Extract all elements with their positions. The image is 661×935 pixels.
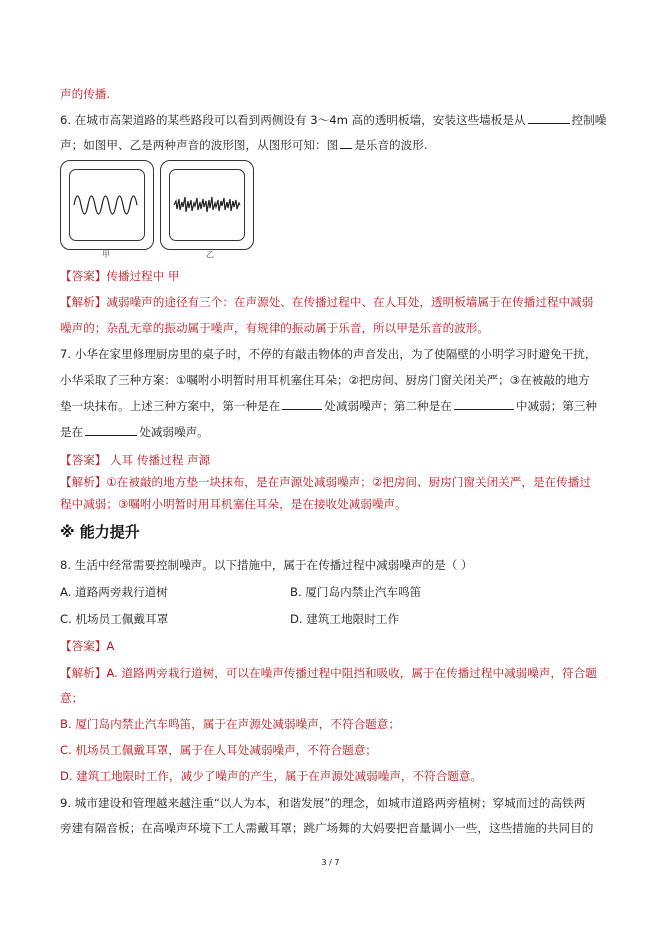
question-7-line-2: 小华采取了三种方案：①嘱咐小明暂时用耳机塞住耳朵；②把房间、厨房门窗关闭关严；③在被敲的地方 — [60, 373, 590, 387]
noise-waveform — [170, 170, 244, 240]
explanation-8-line-3: B. 厦门岛内禁止汽车鸣笛，属于在声源处减弱噪声，不符合题意； — [60, 717, 400, 731]
question-8: 8. 生活中经常需要控制噪声。以下措施中，属于在传播过程中减弱噪声的是（ ） — [60, 558, 473, 572]
oscilloscope-screen — [169, 169, 245, 241]
page-number: 3 / 7 — [321, 858, 340, 867]
answer-6: 【答案】传播过程中 甲 — [60, 269, 180, 283]
question-7-line-3: 垫一块抹布。上述三种方案中，第一种是在 处减弱噪声；第二种是在 中减弱；第三种 — [60, 399, 598, 413]
explanation-8-line-4: C. 机场员工佩戴耳罩，属于在人耳处减弱噪声，不符合题意； — [60, 743, 377, 757]
option-d: D. 建筑工地限时工作 — [290, 612, 400, 626]
answer-blank — [282, 398, 322, 410]
explanation-8-line-1: 【解析】A. 道路两旁栽行道树，可以在噪声传播过程中阻挡和吸收，属于在传播过程中减弱噪声，符合题 — [60, 666, 597, 680]
question-7-line-4: 是在 处减弱噪声。 — [60, 425, 209, 439]
question-6-line-2: 声；如图甲、乙是两种声音的波形图，从图形可知：图 是乐音的波形. — [60, 138, 428, 152]
figure-label-yi: 乙 — [206, 250, 214, 259]
explanation-7-line-2: 程中减弱；③嘱咐小明暂时用耳机塞住耳朵，是在接收处减弱噪声。 — [60, 497, 407, 511]
periodic-waveform — [70, 170, 144, 240]
option-c: C. 机场员工佩戴耳罩 — [60, 612, 169, 626]
section-heading: ※ 能力提升 — [60, 523, 140, 541]
option-a: A. 道路两旁栽行道树 — [60, 585, 168, 599]
option-b: B. 厦门岛内禁止汽车鸣笛 — [290, 585, 422, 599]
oscilloscope-yi — [160, 160, 254, 250]
figure-label-jia: 甲 — [102, 250, 110, 259]
answer-blank — [340, 137, 352, 149]
answer-7: 【答案】 人耳 传播过程 声源 — [60, 453, 211, 467]
question-9-line-2: 旁建有隔音板；在高噪声环境下工人需戴耳罩；跳广场舞的大妈要把音量调小一些，这些措施的共同目的 — [60, 821, 594, 835]
question-9-line-1: 9. 城市建设和管理越来越注重“以人为本，和谐发展”的理念，如城市道路两旁植树；穿城而过的高铁两 — [60, 796, 586, 810]
question-7-line-1: 7. 小华在家里修理厨房里的桌子时，不停的有敲击物体的声音发出，为了使隔壁的小明学习时避免干扰， — [60, 347, 597, 361]
explanation-6-line-1: 【解析】减弱噪声的途径有三个：在声源处、在传播过程中、在人耳处，透明板墙属于在传播过程中减弱 — [60, 295, 594, 309]
explanation-8-line-5: D. 建筑工地限时工作，减少了噪声的产生，属于在声源处减弱噪声，不符合题意。 — [60, 769, 483, 783]
answer-8: 【答案】A — [60, 639, 115, 653]
answer-blank — [454, 398, 514, 410]
text-line: 声的传播. — [60, 87, 111, 101]
oscilloscope-jia — [60, 160, 154, 250]
answer-blank — [528, 112, 570, 124]
question-6-line-1: 6. 在城市高架道路的某些路段可以看到两侧设有 3～4m 高的透明板墙，安装这些墙板是从 控制噪 — [60, 113, 607, 127]
explanation-7-line-1: 【解析】①在被敲的地方垫一块抹布，是在声源处减弱噪声；②把房间、厨房门窗关闭关严，是在传播过 — [60, 475, 591, 489]
answer-blank — [85, 424, 137, 436]
oscilloscope-screen — [69, 169, 145, 241]
explanation-8-line-2: 意； — [60, 691, 84, 705]
explanation-6-line-2: 噪声的；杂乱无章的振动属于噪声，有规律的振动属于乐音，所以甲是乐音的波形。 — [60, 321, 489, 335]
